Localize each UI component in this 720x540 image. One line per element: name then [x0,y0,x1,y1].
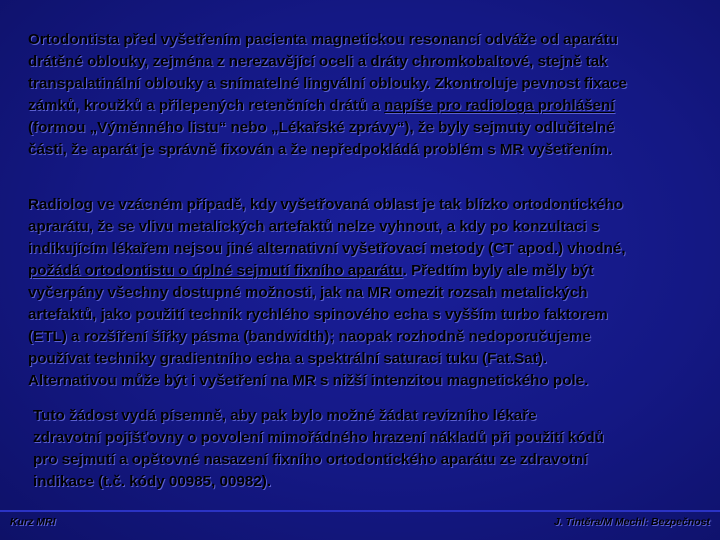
footer-course-name: Kurz MRI [10,516,56,528]
text-line: indikace (t.č. kódy 00985, 00982). [33,473,272,490]
text-line: transpalatinální oblouky a snímatelné lingvální oblouky. Zkontroluje pevnost fixace [28,75,627,92]
underlined-phrase: požádá ortodontistu o úplné sejmutí fixního aparátu [28,262,403,279]
text-line: Tuto žádost vydá písemně, aby pak bylo možné žádat revizního lékaře [33,407,537,424]
text-line: pro sejmutí a opětovné nasazení fixního ortodontického aparátu ze zdravotní [33,451,588,468]
text-line-with-emphasis [28,260,626,282]
underlined-phrase: napíše pro radiologa prohlášení [384,97,615,114]
text-line: části, že aparát je správně fixován a že nepředpokládá problém s MR vyšetřením. [28,141,613,158]
text-line: artefaktů, jako použití technik rychlého spinového echa s vyšším turbo faktorem [28,306,608,323]
text-segment: . Předtím byly ale měly být [402,262,594,279]
text-line: aprarátu, že se vlivu metalických artefaktů nelze vyhnout, a kdy po konzultaci s [28,218,600,235]
text-line-with-emphasis [28,95,627,117]
text-line: Alternativou může být i vyšetření na MR s nižší intenzitou magnetického pole. [28,372,589,389]
text-line: drátěné oblouky, zejména z nerezavějící oceli a dráty chromkobaltové, stejně tak [28,53,608,70]
paragraph-radiologist [28,194,626,392]
text-line: zdravotní pojišťovny o povolení mimořádného hrazení nákladů při použití kódů [33,429,604,446]
text-line: Ortodontista před vyšetřením pacienta magnetickou resonancí odváže od aparátu [28,31,618,48]
paragraph-orthodontist [28,29,627,161]
footer-authors: J. Tintěra/M Mechl: Bezpečnost [553,516,710,528]
text-line: indikujícím lékařem nejsou jiné alternativní vyšetřovací metody (CT apod.) vhodné, [28,240,626,257]
text-line: (formou „Výměnného listu“ nebo „Lékařské zprávy“), že byly sejmuty odlučitelné [28,119,615,136]
text-segment: zámků, kroužků a přilepených retenčních drátů a [28,97,385,114]
footer-divider [0,510,720,512]
text-line: (ETL) a rozšíření šířky pásma (bandwidth); naopak rozhodně nedoporučujeme [28,328,591,345]
text-line: Radiolog ve vzácném případě, kdy vyšetřovaná oblast je tak blízko ortodontického [28,196,624,213]
text-line: vyčerpány všechny dostupné možnosti, jak na MR omezit rozsah metalických [28,284,588,301]
paragraph-insurance-request [33,405,604,493]
text-line: používat techniky gradientního echa a spektrální saturaci tuku (Fat.Sat). [28,350,548,367]
